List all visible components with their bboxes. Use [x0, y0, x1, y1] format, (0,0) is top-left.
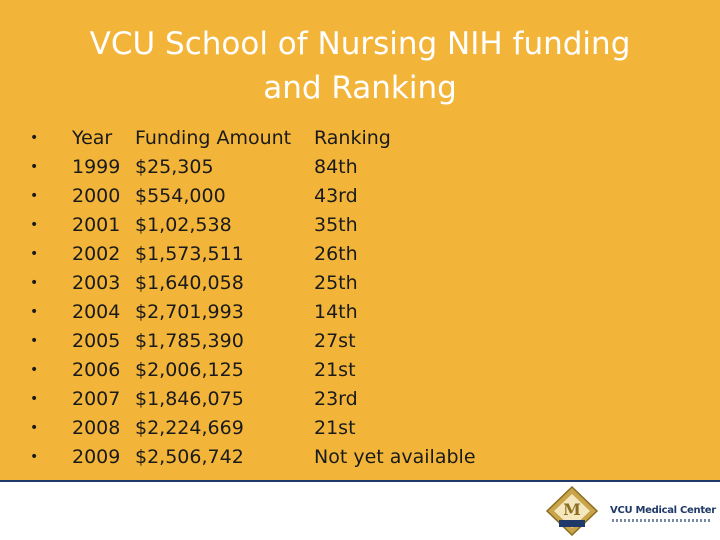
title-line-2: and Ranking — [263, 70, 457, 106]
year-cell: 2005 — [72, 330, 121, 352]
ranking-cell: 84th — [314, 156, 358, 178]
table-row — [0, 153, 720, 182]
table-header-row — [0, 124, 720, 153]
magnet-recognition-logo — [545, 486, 599, 536]
vcu-medical-center-logo — [610, 505, 715, 527]
bullet-icon: • — [30, 362, 39, 378]
ranking-cell: 21st — [314, 359, 356, 381]
ranking-cell: 35th — [314, 214, 358, 236]
funding-cell: $2,224,669 — [135, 417, 244, 439]
funding-table — [0, 124, 720, 472]
funding-cell: $554,000 — [135, 185, 226, 207]
year-cell: 2003 — [72, 272, 121, 294]
ranking-cell: 27st — [314, 330, 356, 352]
funding-cell: $1,02,538 — [135, 214, 232, 236]
bullet-icon: • — [30, 304, 39, 320]
ranking-cell: 14th — [314, 301, 358, 323]
year-cell: 2008 — [72, 417, 121, 439]
funding-cell: $1,785,390 — [135, 330, 244, 352]
funding-cell: $2,506,742 — [135, 446, 244, 468]
bullet-icon: • — [30, 449, 39, 465]
bullet-icon: • — [30, 391, 39, 407]
footer-bar — [0, 480, 720, 540]
funding-cell: $2,006,125 — [135, 359, 244, 381]
bullet-icon: • — [30, 420, 39, 436]
table-row — [0, 443, 720, 472]
vcu-logo-text: VCU Medical Center — [610, 505, 716, 516]
year-cell: 2004 — [72, 301, 121, 323]
table-row — [0, 327, 720, 356]
bullet-icon: • — [30, 188, 39, 204]
table-row — [0, 356, 720, 385]
ranking-header: Ranking — [314, 127, 391, 149]
funding-cell: $1,573,511 — [135, 243, 244, 265]
bullet-icon: • — [30, 159, 39, 175]
table-row — [0, 269, 720, 298]
year-cell: 2000 — [72, 185, 121, 207]
funding-header: Funding Amount — [135, 127, 292, 149]
ranking-cell: 26th — [314, 243, 358, 265]
table-row — [0, 385, 720, 414]
ranking-cell: 43rd — [314, 185, 358, 207]
year-cell: 2006 — [72, 359, 121, 381]
table-row — [0, 211, 720, 240]
year-cell: 2001 — [72, 214, 121, 236]
year-cell: 1999 — [72, 156, 121, 178]
magnet-letter: M — [563, 500, 581, 519]
table-row — [0, 298, 720, 327]
year-header: Year — [72, 127, 113, 149]
ranking-cell: 21st — [314, 417, 356, 439]
vcu-logo-tagline — [612, 519, 712, 522]
table-row — [0, 182, 720, 211]
year-cell: 2002 — [72, 243, 121, 265]
footer-divider — [0, 480, 720, 482]
year-cell: 2009 — [72, 446, 121, 468]
ranking-cell: 25th — [314, 272, 358, 294]
slide-title — [40, 22, 680, 110]
title-line-1: VCU School of Nursing NIH funding — [89, 26, 631, 62]
funding-cell: $1,640,058 — [135, 272, 244, 294]
funding-cell: $2,701,993 — [135, 301, 244, 323]
bullet-icon: • — [30, 130, 39, 146]
year-cell: 2007 — [72, 388, 121, 410]
ranking-cell: 23rd — [314, 388, 358, 410]
funding-cell: $25,305 — [135, 156, 214, 178]
table-row — [0, 240, 720, 269]
bullet-icon: • — [30, 333, 39, 349]
bullet-icon: • — [30, 275, 39, 291]
ranking-cell: Not yet available — [314, 446, 476, 468]
bullet-icon: • — [30, 246, 39, 262]
funding-cell: $1,846,075 — [135, 388, 244, 410]
table-row — [0, 414, 720, 443]
bullet-icon: • — [30, 217, 39, 233]
